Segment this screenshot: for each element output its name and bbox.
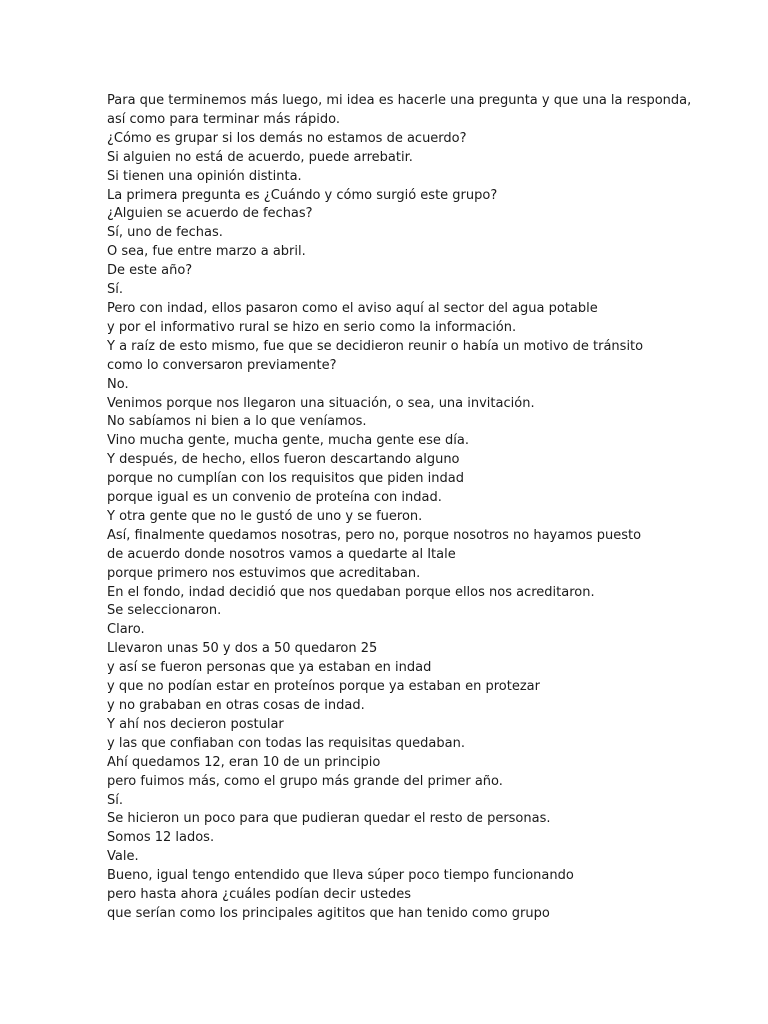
text-line: porque no cumplían con los requisitos que piden indad [107,471,465,487]
text-line: Si alguien no está de acuerdo, puede arrebatir. [107,149,413,165]
text-line: como lo conversaron previamente? [107,357,337,373]
text-line: así como para terminar más rápido. [107,111,340,127]
text-line: Sí, uno de fechas. [107,225,223,241]
text-line: Sí. [107,792,123,808]
text-line: y que no podían estar en proteínos porque ya estaban en protezar [107,679,540,695]
text-line: Se seleccionaron. [107,603,222,619]
text-line: En el fondo, indad decidió que nos quedaban porque ellos nos acreditaron. [107,584,595,600]
text-line: pero hasta ahora ¿cuáles podían decir ustedes [107,887,411,903]
text-line: y así se fueron personas que ya estaban en indad [107,660,432,676]
text-line: Somos 12 lados. [107,830,215,846]
text-line: porque igual es un convenio de proteína con indad. [107,490,442,506]
text-line: Ahí quedamos 12, eran 10 de un principio [107,754,381,770]
text-line: Claro. [107,622,145,638]
text-line: porque primero nos estuvimos que acreditaban. [107,565,421,581]
text-line: de acuerdo donde nosotros vamos a quedarte al Itale [107,546,456,562]
text-line: y las que confiaban con todas las requisitas quedaban. [107,735,465,751]
text-line: y por el informativo rural se hizo en serio como la información. [107,319,517,335]
text-line: y no grababan en otras cosas de indad. [107,698,365,713]
text-line: Llevaron unas 50 y dos a 50 quedaron 25 [107,641,378,657]
text-line: Bueno, igual tengo entendido que lleva súper poco tiempo funcionando [107,868,574,884]
text-line: Y otra gente que no le gustó de uno y se fueron. [107,508,423,524]
text-line: Vale. [107,849,139,865]
text-line: que serían como los principales agititos que han tenido como grupo [107,905,550,921]
transcript-text [107,92,707,924]
text-line: Si tienen una opinión distinta. [107,168,302,184]
text-line: Y después, de hecho, ellos fueron descartando alguno [107,452,460,468]
text-line: Venimos porque nos llegaron una situación, o sea, una invitación. [107,395,535,411]
text-line: Pero con indad, ellos pasaron como el aviso aquí al sector del agua potable [107,300,598,316]
text-line: Y a raíz de esto mismo, fue que se decidieron reunir o había un motivo de tránsito [107,338,644,354]
text-line: ¿Cómo es grupar si los demás no estamos de acuerdo? [107,130,467,146]
text-line: Para que terminemos más luego, mi idea es hacerle una pregunta y que una la responda, [107,93,692,108]
text-line: Se hicieron un poco para que pudieran quedar el resto de personas. [107,811,551,827]
text-line: pero fuimos más, como el grupo más grande del primer año. [107,773,503,789]
text-line: Y ahí nos decieron postular [107,716,284,732]
text-line: O sea, fue entre marzo a abril. [107,244,306,260]
text-line: ¿Alguien se acuerdo de fechas? [107,206,313,222]
text-line: De este año? [107,263,193,279]
text-line: No. [107,376,129,392]
text-line: Así, finalmente quedamos nosotras, pero no, porque nosotros no hayamos puesto [107,527,642,543]
text-line: Vino mucha gente, mucha gente, mucha gente ese día. [107,433,469,449]
text-line: Sí. [107,282,123,298]
text-line: No sabíamos ni bien a lo que veníamos. [107,414,367,430]
text-line: La primera pregunta es ¿Cuándo y cómo surgió este grupo? [107,187,498,203]
